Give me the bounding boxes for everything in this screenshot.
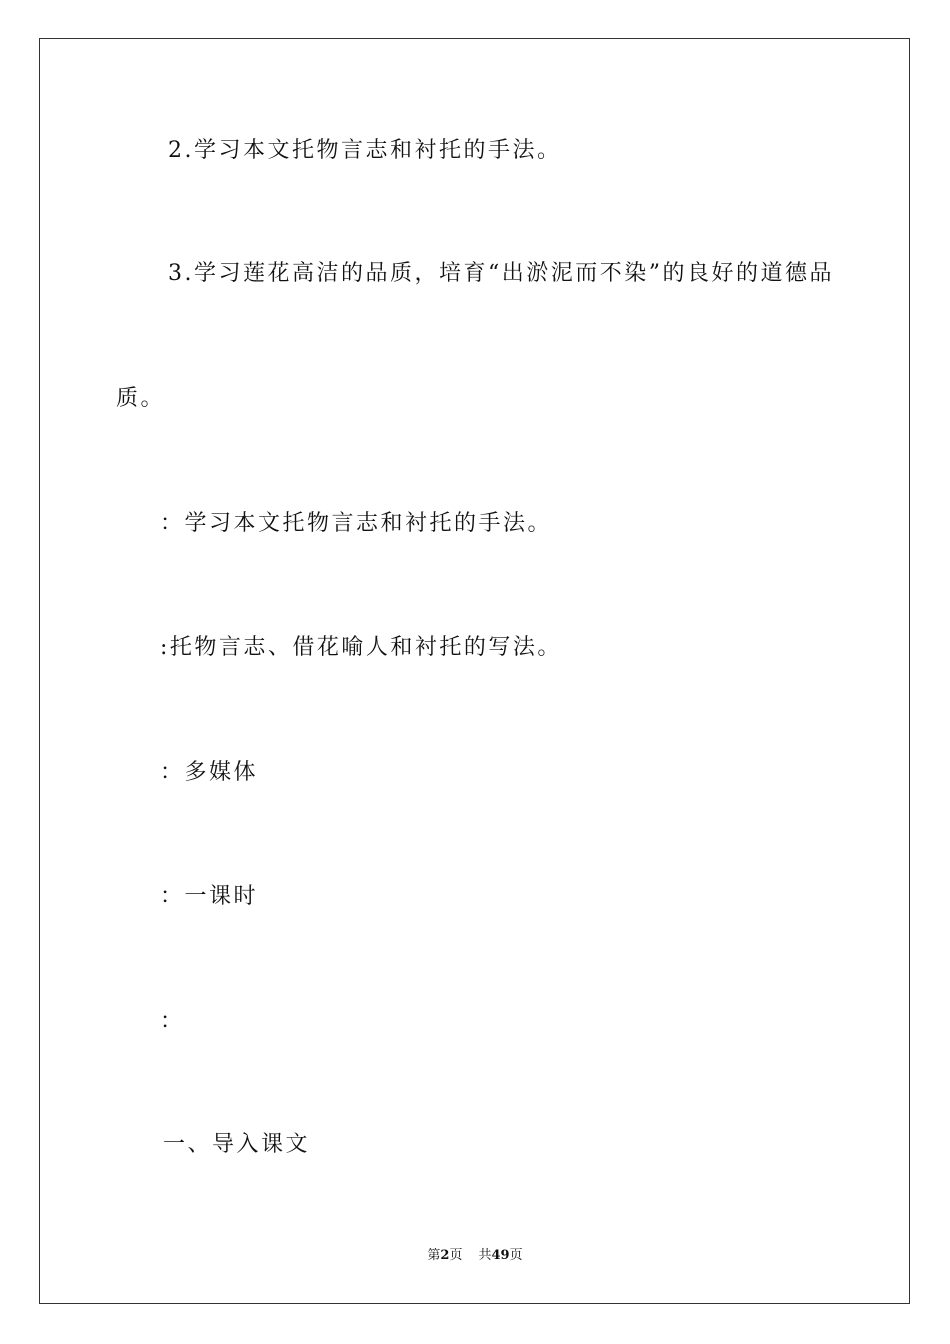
difficulty-line: :托物言志、借花喻人和衬托的写法。 — [160, 635, 562, 660]
footer-total-prefix: 共 — [478, 1248, 492, 1263]
teaching-aids-line: ：多媒体 — [160, 760, 259, 785]
footer-page-suffix: 页 — [449, 1248, 463, 1263]
process-label-line: ： — [160, 1009, 185, 1034]
section-heading: 一、导入课文 — [163, 1132, 311, 1157]
key-point-line: ：学习本文托物言志和衬托的手法。 — [160, 511, 553, 536]
objective-2-line: 2.学习本文托物言志和衬托的手法。 — [168, 138, 562, 163]
footer-page-prefix: 第 — [427, 1248, 441, 1263]
class-hours-line: ：一课时 — [160, 884, 259, 909]
page-border — [39, 38, 910, 1304]
footer-total-suffix: 页 — [509, 1248, 523, 1263]
footer-total-pages: 49 — [491, 1248, 510, 1263]
objective-3-line: 3.学习莲花高洁的品质，培育“出淤泥而不染”的良好的道德品 — [168, 261, 834, 286]
footer-page-number: 2 — [440, 1248, 450, 1263]
objective-3-continuation: 质。 — [116, 386, 166, 411]
page-footer — [0, 1247, 950, 1265]
